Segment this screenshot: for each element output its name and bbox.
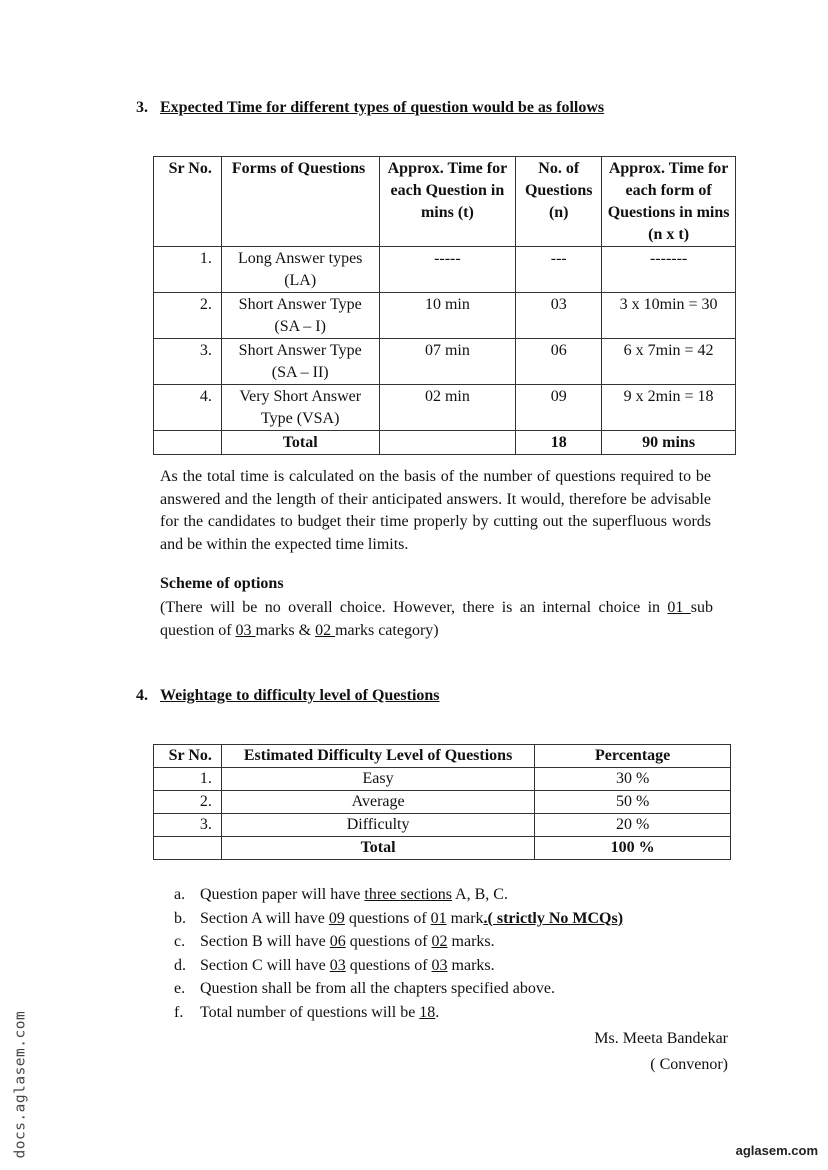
time-explanation-paragraph: As the total time is calculated on the basis of the number of questions required to be answered and the length of their anticipated answers. It would, therefore be advisable for the candidates to budget their time properly by cutting out the superfluous words and be within the expected time limits. xyxy=(160,468,711,553)
cell-level: Difficulty xyxy=(221,814,534,837)
table-row xyxy=(154,814,731,837)
note-text: mark xyxy=(446,909,484,927)
section-4-heading xyxy=(136,687,440,705)
list-item xyxy=(174,883,734,907)
table-header-row xyxy=(154,157,736,247)
section-4-number: 4. xyxy=(136,687,148,704)
cell-time: ----- xyxy=(379,247,516,293)
note-text: questions of xyxy=(345,956,432,974)
scheme-text-3: marks & xyxy=(255,621,316,639)
section-3-heading xyxy=(136,99,604,117)
cell-percentage: 20 % xyxy=(535,814,731,837)
note-text: Question shall be from all the chapters specified above. xyxy=(200,980,555,997)
col-header-sr: Sr No. xyxy=(154,745,222,768)
scheme-text-2: sub question of xyxy=(160,599,714,639)
expected-time-table xyxy=(153,156,736,455)
scheme-underline-1: 01 xyxy=(667,599,691,616)
cell-level: Average xyxy=(221,791,534,814)
note-text: Section A will have xyxy=(200,909,329,927)
note-text: questions of xyxy=(345,933,432,950)
note-underline: 03 xyxy=(431,956,448,974)
section-3-title: Expected Time for different types of question would be as follows xyxy=(160,99,605,116)
difficulty-table xyxy=(153,744,731,860)
scheme-underline-2: 03 xyxy=(235,621,256,639)
cell-sr: 2. xyxy=(154,791,222,814)
table-total-row xyxy=(154,837,731,860)
cell-time: 10 min xyxy=(379,293,516,339)
col-header-count: No. of Questions (n) xyxy=(516,157,602,247)
list-letter: a. xyxy=(174,886,186,903)
list-item xyxy=(174,954,734,978)
list-item xyxy=(174,977,734,1001)
cell-form: Long Answer types (LA) xyxy=(221,247,379,293)
side-watermark: docs.aglasem.com xyxy=(12,1010,29,1159)
cell-total-percentage: 100 % xyxy=(535,837,731,860)
notes-list xyxy=(174,883,734,1024)
cell-form: Short Answer Type (SA – II) xyxy=(221,339,379,385)
cell-total-label: Total xyxy=(221,431,379,455)
list-letter: c. xyxy=(174,933,186,950)
scheme-text-1: (There will be no overall choice. However, there is an internal choice in xyxy=(160,599,668,616)
table-row xyxy=(154,385,736,431)
col-header-level: Estimated Difficulty Level of Questions xyxy=(221,745,534,768)
table-row xyxy=(154,293,736,339)
cell-sr: 1. xyxy=(154,247,222,293)
scheme-underline-3: 02 xyxy=(315,621,336,639)
note-underline: 01 xyxy=(430,909,447,927)
cell-form: Very Short Answer Type (VSA) xyxy=(221,385,379,431)
note-text: Section B will have xyxy=(200,933,330,950)
cell-sr: 4. xyxy=(154,385,222,431)
note-underline: 03 xyxy=(329,956,346,974)
list-item xyxy=(174,930,734,954)
table-row xyxy=(154,768,731,791)
note-underline: 09 xyxy=(328,909,345,927)
note-text: marks. xyxy=(447,933,495,950)
list-letter: d. xyxy=(174,956,186,974)
cell-empty xyxy=(154,431,222,455)
note-text: A, B, C. xyxy=(451,886,508,903)
cell-total-count: 18 xyxy=(516,431,602,455)
cell-sr: 3. xyxy=(154,339,222,385)
col-header-percentage: Percentage xyxy=(535,745,731,768)
list-letter: b. xyxy=(174,909,186,927)
col-header-total-time: Approx. Time for each form of Questions in mins (n x t) xyxy=(602,157,736,247)
cell-count: 09 xyxy=(516,385,602,431)
footer-brand-link[interactable]: aglasem.com xyxy=(735,1143,818,1158)
cell-total: 6 x 7min = 42 xyxy=(602,339,736,385)
col-header-time: Approx. Time for each Question in mins (t) xyxy=(379,157,516,247)
cell-count: --- xyxy=(516,247,602,293)
cell-count: 06 xyxy=(516,339,602,385)
col-header-sr: Sr No. xyxy=(154,157,222,247)
cell-total: ------- xyxy=(602,247,736,293)
cell-total-label: Total xyxy=(221,837,534,860)
note-bold-emphasis: .( strictly No MCQs) xyxy=(483,909,624,927)
cell-total: 3 x 10min = 30 xyxy=(602,293,736,339)
cell-percentage: 30 % xyxy=(535,768,731,791)
cell-count: 03 xyxy=(516,293,602,339)
cell-form: Short Answer Type (SA – I) xyxy=(221,293,379,339)
note-text: Section C will have xyxy=(200,956,330,974)
scheme-paragraph xyxy=(160,597,713,642)
section-3-number: 3. xyxy=(136,99,148,116)
cell-sr: 2. xyxy=(154,293,222,339)
note-underline: 06 xyxy=(329,933,346,950)
section-4-title: Weightage to difficulty level of Questions xyxy=(160,687,440,704)
list-letter: f. xyxy=(174,1003,184,1021)
cell-total: 9 x 2min = 18 xyxy=(602,385,736,431)
cell-percentage: 50 % xyxy=(535,791,731,814)
note-underline: three sections xyxy=(364,886,452,903)
list-item xyxy=(174,1001,734,1025)
list-item xyxy=(174,907,734,931)
cell-time: 07 min xyxy=(379,339,516,385)
scheme-title: Scheme of options xyxy=(160,575,284,592)
note-underline: 18 xyxy=(419,1003,436,1021)
cell-empty xyxy=(154,837,222,860)
note-underline: 02 xyxy=(431,933,448,950)
note-text: marks. xyxy=(447,956,495,974)
cell-time: 02 min xyxy=(379,385,516,431)
note-text: Question paper will have xyxy=(200,886,365,903)
table-total-row xyxy=(154,431,736,455)
table-row xyxy=(154,339,736,385)
cell-empty xyxy=(379,431,516,455)
note-text: questions of xyxy=(344,909,431,927)
table-row xyxy=(154,247,736,293)
table-row xyxy=(154,791,731,814)
col-header-forms: Forms of Questions xyxy=(221,157,379,247)
signature-role: ( Convenor) xyxy=(650,1056,728,1073)
table-header-row xyxy=(154,745,731,768)
note-text: . xyxy=(435,1003,440,1021)
cell-sr: 3. xyxy=(154,814,222,837)
cell-sr: 1. xyxy=(154,768,222,791)
scheme-text-4: marks category) xyxy=(335,621,439,639)
cell-total-time: 90 mins xyxy=(602,431,736,455)
list-letter: e. xyxy=(174,980,186,997)
signature-name: Ms. Meeta Bandekar xyxy=(594,1030,728,1047)
note-text: Total number of questions will be xyxy=(200,1003,420,1021)
cell-level: Easy xyxy=(221,768,534,791)
